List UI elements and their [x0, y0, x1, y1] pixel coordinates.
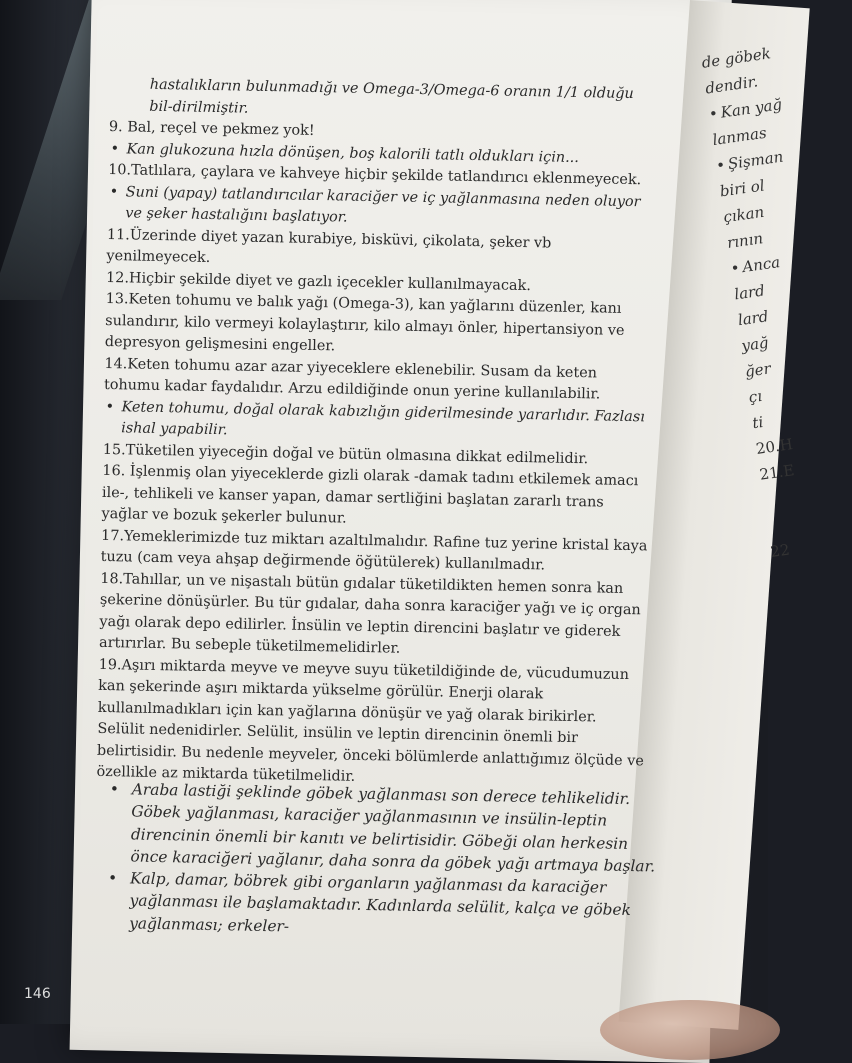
- item-text: Tatlılara, çaylara ve kahveye hiçbir şekilde tatlandırıcı eklenmeyecek.: [130, 162, 642, 189]
- item-number: 14.: [104, 355, 128, 372]
- bullet-note: • Suni (yapay) tatlandırıcılar karaciğer ve iç yağlanmasına neden oluyor ve şeker hastalığını başlatıyor.: [107, 181, 656, 235]
- bullet-paragraph: • Kalp, damar, böbrek gibi organların yağlanması da karaciğer yağlanması ile başlamaktadır. Kadınlarda selülit, kalça ve göbek yağlanması; erkeler-: [107, 867, 668, 945]
- right-fragment: yağ: [740, 333, 770, 356]
- right-fragment: lard: [736, 307, 770, 330]
- item-number: 17.: [100, 527, 125, 544]
- right-fragment: 20.H: [754, 435, 794, 458]
- page-number: 146: [24, 986, 51, 1002]
- finger-shadow: [600, 1000, 780, 1060]
- item-number: 10.: [108, 161, 132, 179]
- item-text: Keten tohumu azar azar yiyeceklere eklenebilir. Susam da keten tohumu kadar faydalıdır. Arzu edildiğinde onun yerine kullanılabilir.: [103, 355, 601, 403]
- item-number: 11.: [106, 226, 130, 243]
- item-number: 19.: [98, 656, 122, 673]
- item-text: Bal, reçel ve pekmez yok!: [127, 119, 315, 139]
- item-text: Keten tohumu ve balık yağı (Omega-3), kan yağlarını düzenler, kanı sulandırır, kilo vermeyi kolaylaştırır, kilo almayı önler, hipertansiyon ve depresyon gelişmesini engeller.: [104, 291, 625, 355]
- list-item: [105, 289, 654, 364]
- right-fragment: lanmas: [711, 123, 768, 150]
- item-number: 12.: [105, 269, 130, 286]
- item-number: 13.: [105, 290, 129, 308]
- item-text: Tahıllar, un ve nişastalı bütün gıdalar tüketildikten hemen sonra kan şekerine dönüşürler. Bu tür gıdalar, daha sonra karaciğer yağı ve iç organ yağı olarak depo edilirler. İnsülin ve leptin direncini başlatır ve giderek artırırlar. Bu sebeple tüketilmemelidirler.: [98, 570, 641, 657]
- list-item: [99, 568, 649, 665]
- intro-paragraph: hastalıkların bulunmadığı ve Omega-3/Omega-6 oranın 1/1 olduğu bil-dirilmiştir.: [149, 76, 634, 117]
- item-text: Tüketilen yiyeceğin doğal ve bütün olmasına dikkat edilmelidir.: [125, 441, 589, 467]
- list-item: [101, 461, 650, 536]
- item-number: 15.: [102, 441, 126, 458]
- item-text: Yemeklerimizde tuz miktarı azaltılmalıdır. Rafine tuz yerine kristal kaya tuzu (cam veya ahşap değirmende öğütülerek) kullanılmadır.: [100, 527, 648, 574]
- right-fragment: çı: [747, 386, 764, 407]
- bullet-paragraph: • Araba lastiği şeklinde göbek yağlanması son derece tehlikelidir. Göbek yağlanması, karaciğer yağlanmasının ve insülin-leptin direncinin önemli bir kanıtı ve belirtisidir. Göbeği olan herkesin önce karaciğeri yağlanır, daha sonra da göbek yağı artmaya başlar.: [108, 778, 670, 878]
- right-fragment: • Anca: [729, 245, 812, 282]
- item-text: Aşırı miktarda meyve ve meyve suyu tüketildiğinde de, vücudumuzun kan şekerinde aşırı miktarda yükselme görülür. Enerji olarak kullanılmadıkları için kan yağlarına dönüşür ve yağ olarak birikirler. Selülit nedenidirler. Selülit, insülin ve leptin direncinin önemli bir belirtisidir. Bu nedenle meyveler, önceki bölümlerde anlattığımız ölçüde ve özellikle az miktarda tüketilmelidir.: [96, 656, 644, 785]
- item-text: Hiçbir şekilde diyet ve gazlı içecekler kullanılmayacak.: [128, 269, 532, 294]
- item-number: 16.: [102, 462, 126, 480]
- right-fragment: lard: [733, 281, 766, 304]
- right-fragment: • Şişman: [714, 142, 797, 179]
- right-fragment: 22: [769, 540, 791, 561]
- right-fragment: • Kan yağ: [707, 90, 790, 127]
- right-fragment: biri ol: [718, 176, 766, 201]
- right-fragment: 21.E: [758, 461, 796, 484]
- list-item: [96, 654, 646, 793]
- right-fragment: de göbek: [700, 44, 772, 72]
- bottom-bullets: [107, 778, 670, 945]
- right-fragment: dendir.: [704, 72, 760, 98]
- item-number: 9.: [108, 118, 123, 136]
- item-text: Üzerinde diyet yazan kurabiye, bisküvi, çikolata, şeker vb yenilmeyecek.: [106, 226, 552, 266]
- right-fragment: çıkan: [722, 202, 766, 227]
- item-text: İşlenmiş olan yiyeceklerde gizli olarak -damak tadını etkilemek amacı ile-, tehlikeli ve kanser yapan, damar sertliğini başlatan zararlı trans yağlar ve bozuk şekerler bulunur.: [101, 463, 639, 527]
- bullet-note: • Kan glukozuna hızla dönüşen, boş kalorili tatlı oldukları için...: [108, 138, 656, 170]
- item-number: 18.: [100, 570, 124, 587]
- page-body-text: [96, 74, 658, 794]
- bullet-note: • Keten tohumu, doğal olarak kabızlığın giderilmesinde yararlıdır. Fazlası ishal yapabilir.: [103, 396, 652, 450]
- right-fragment: ğer: [743, 359, 772, 381]
- right-fragment: ti: [751, 412, 765, 433]
- right-fragment: rının: [725, 229, 765, 253]
